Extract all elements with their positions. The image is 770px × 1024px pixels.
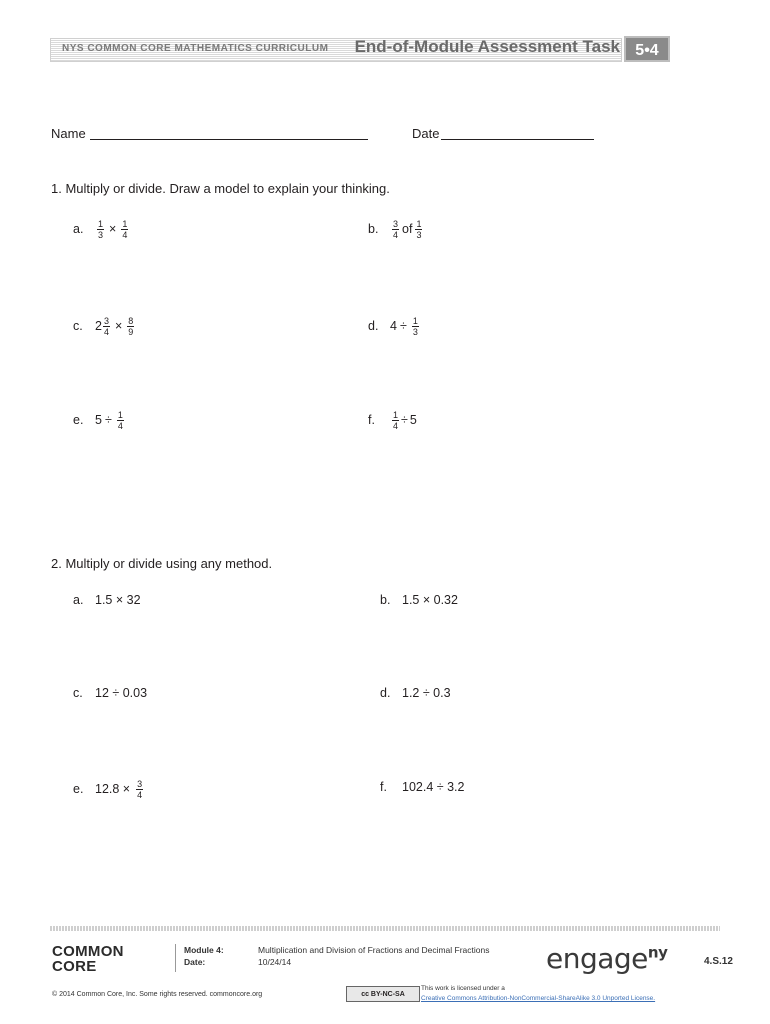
fraction: $\frac{1}{3}$ — [412, 315, 418, 337]
q1-item-b — [368, 216, 424, 242]
lead-number: 5 — [95, 413, 102, 427]
module-label: Module 4: — [184, 945, 224, 955]
lead-number: 4 — [390, 319, 397, 333]
date-label: Date — [412, 126, 440, 141]
fraction: $\frac{1}{4}$ — [122, 218, 128, 240]
question-1-prompt: 1. Multiply or divide. Draw a model to explain your thinking. — [51, 181, 390, 196]
item-letter: c. — [73, 319, 83, 333]
item-letter: d. — [368, 319, 379, 333]
expression: 12.8 × — [95, 782, 131, 796]
whole-number: 2 — [95, 319, 102, 333]
operator: × — [114, 319, 123, 333]
operator: ÷ — [104, 413, 112, 427]
fraction: $\frac{1}{3}$ — [98, 218, 104, 240]
item-letter: e. — [73, 413, 84, 427]
operator: of — [402, 222, 413, 236]
name-line[interactable] — [90, 139, 368, 140]
item-letter: f. — [380, 780, 387, 794]
name-label: Name — [51, 126, 86, 141]
curriculum-label: NYS COMMON CORE MATHEMATICS CURRICULUM — [62, 43, 329, 54]
fraction: $\frac{1}{4}$ — [393, 409, 399, 431]
item-letter: b. — [380, 593, 391, 607]
q2-item-f — [380, 774, 464, 800]
fraction: $\frac{3}{4}$ — [103, 315, 109, 337]
q1-item-f — [368, 407, 417, 433]
page-code: 4.S.12 — [704, 956, 733, 967]
q1-item-a — [73, 216, 130, 242]
q2-item-b — [380, 587, 458, 613]
expression: 1.5 × 32 — [95, 593, 141, 607]
license-intro: This work is licensed under a — [421, 985, 505, 992]
item-letter: b. — [368, 222, 379, 236]
fraction: $\frac{1}{4}$ — [117, 409, 123, 431]
item-letter: e. — [73, 782, 84, 796]
fraction: $\frac{8}{9}$ — [128, 315, 134, 337]
common-core-logo: COMMON CORE — [52, 943, 124, 975]
date-line[interactable] — [441, 139, 594, 140]
footer-divider — [175, 944, 176, 972]
expression: 12 ÷ 0.03 — [95, 686, 148, 700]
date-value: 10/24/14 — [258, 957, 292, 967]
tail-number: 5 — [409, 413, 417, 427]
q2-item-e — [73, 776, 145, 802]
item-letter: d. — [380, 686, 391, 700]
fraction: $\frac{3}{4}$ — [393, 218, 399, 240]
item-letter: c. — [73, 686, 83, 700]
fraction: $\frac{3}{4}$ — [137, 778, 143, 800]
grade-module-badge: 5•4 — [624, 36, 670, 62]
license-link[interactable]: Creative Commons Attribution-NonCommercial-ShareAlike 3.0 Unported License. — [421, 995, 656, 1002]
fraction: $\frac{1}{3}$ — [416, 218, 422, 240]
item-letter: f. — [368, 413, 375, 427]
item-letter: a. — [73, 593, 84, 607]
operator: ÷ — [399, 319, 407, 333]
expression: 1.5 × 0.32 — [402, 593, 458, 607]
question-2-prompt: 2. Multiply or divide using any method. — [51, 556, 273, 571]
engage-ny-logo: engage$^{ny}$ — [546, 942, 668, 975]
footer-band — [50, 926, 720, 931]
q1-item-e — [73, 407, 126, 433]
date-label-footer: Date: — [184, 957, 206, 967]
page-title: End-of-Module Assessment Task — [354, 37, 620, 56]
q2-item-d — [380, 680, 451, 706]
cc-license-icon: cc BY-NC-SA — [346, 986, 420, 1002]
operator: ÷ — [401, 413, 408, 427]
q2-item-c — [73, 680, 147, 706]
q1-item-d — [368, 313, 421, 339]
q1-item-c — [73, 313, 136, 339]
operator: × — [109, 222, 117, 236]
copyright-text: © 2014 Common Core, Inc. Some rights reserved. commoncore.org — [52, 991, 263, 998]
expression: 1.2 ÷ 0.3 — [402, 686, 451, 700]
module-value: Multiplication and Division of Fractions and Decimal Fractions — [258, 945, 490, 955]
item-letter: a. — [73, 222, 84, 236]
expression: 102.4 ÷ 3.2 — [402, 780, 465, 794]
q2-item-a — [73, 587, 141, 613]
